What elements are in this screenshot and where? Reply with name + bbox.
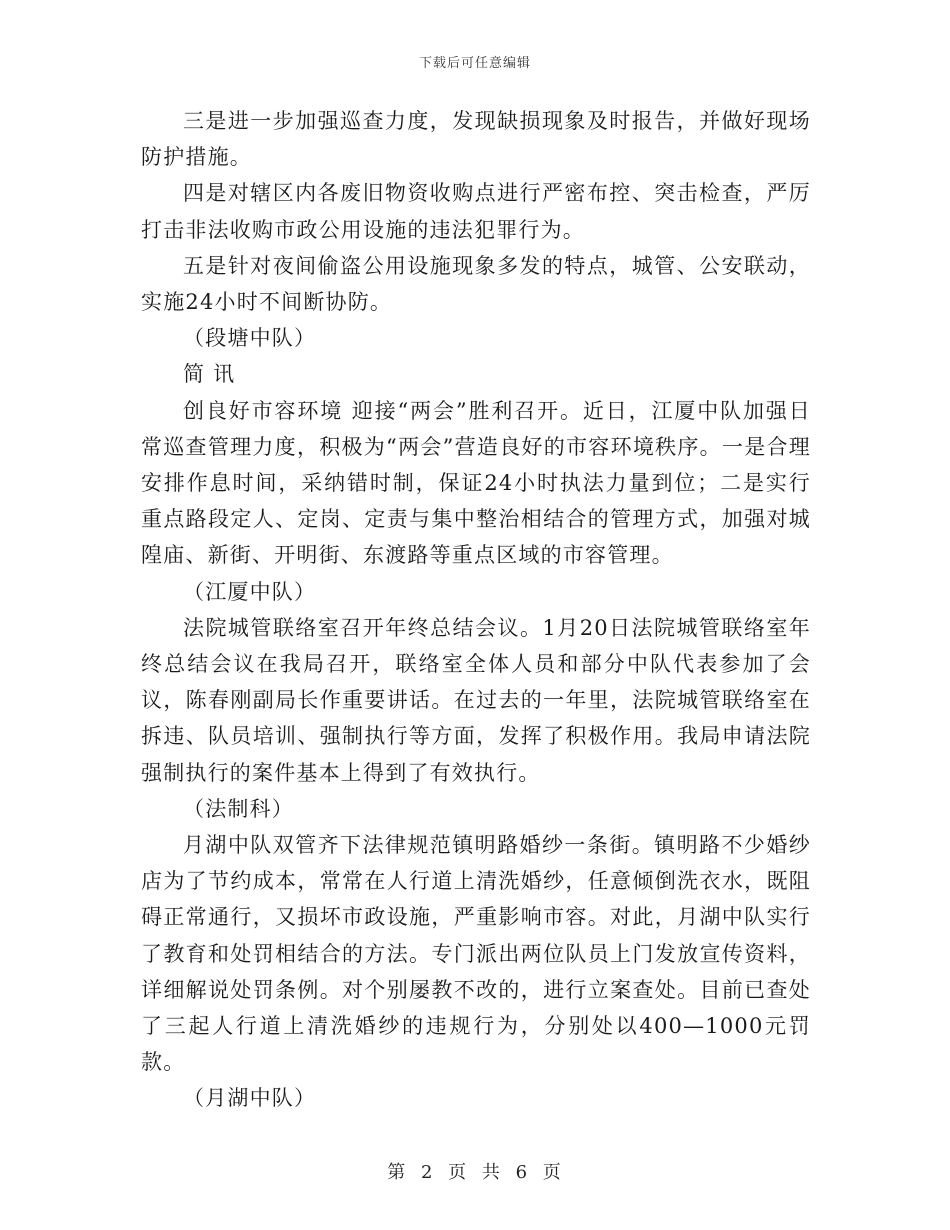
section-heading-news: 简 讯 (183, 362, 236, 387)
paragraph-item-5: 五是针对夜间偷盗公用设施现象多发的特点，城管、公安联动，实施24小时不间断协防。 (141, 253, 811, 315)
paragraph-item-4: 四是对辖区内各废旧物资收购点进行严密布控、突击检查，严厉打击非法收购市政公用设施的违法犯罪行为。 (141, 181, 811, 242)
header-note: 下载后可任意编辑 (418, 56, 531, 71)
page-indicator: 第 2 页 共 6 页 (387, 1162, 563, 1183)
news-item-jiangxia: 创良好市容环境 迎接“两会”胜利召开。近日，江厦中队加强日常巡查管理力度，积极为“两会”营造良好的市容环境秩序。一是合理安排作息时间，采纳错时制，保证24小时执法力量到位；二是实行重点路段定人、定岗、定责与集中整治相结合的管理方式，加强对城隍庙、新街、开明街、东渡路等重点区域的市容管理。 (141, 398, 811, 568)
source-legal-dept: （法制科） (183, 796, 294, 821)
news-item-yuehu: 月湖中队双管齐下法律规范镇明路婚纱一条街。镇明路不少婚纱店为了节约成本，常常在人行道上清洗婚纱，任意倾倒洗衣水，既阻碍正常通行，又损坏市政设施，严重影响市容。对此，月湖中队实行了教育和处罚相结合的方法。专门派出两位队员上门发放宣传资料，详细解说处罚条例。对个别屡教不改的，进行立案查处。目前已查处了三起人行道上清洗婚纱的违规行为，分别处以400—1000元罚款。 (141, 833, 811, 1075)
news-item-court-liaison: 法院城管联络室召开年终总结会议。1月20日法院城管联络室年终总结会议在我局召开，联络室全体人员和部分中队代表参加了会议，陈春刚副局长作重要讲话。在过去的一年里，法院城管联络室在拆违、队员培训、强制执行等方面，发挥了积极作用。我局申请法院强制执行的案件基本上得到了有效执行。 (141, 615, 811, 785)
source-jiangxia: （江厦中队） (183, 579, 317, 604)
document-body (141, 103, 811, 1117)
source-duantang: （段塘中队） (183, 326, 317, 351)
paragraph-item-3: 三是进一步加强巡查力度，发现缺损现象及时报告，并做好现场防护措施。 (141, 109, 811, 170)
source-yuehu: （月湖中队） (183, 1086, 317, 1111)
